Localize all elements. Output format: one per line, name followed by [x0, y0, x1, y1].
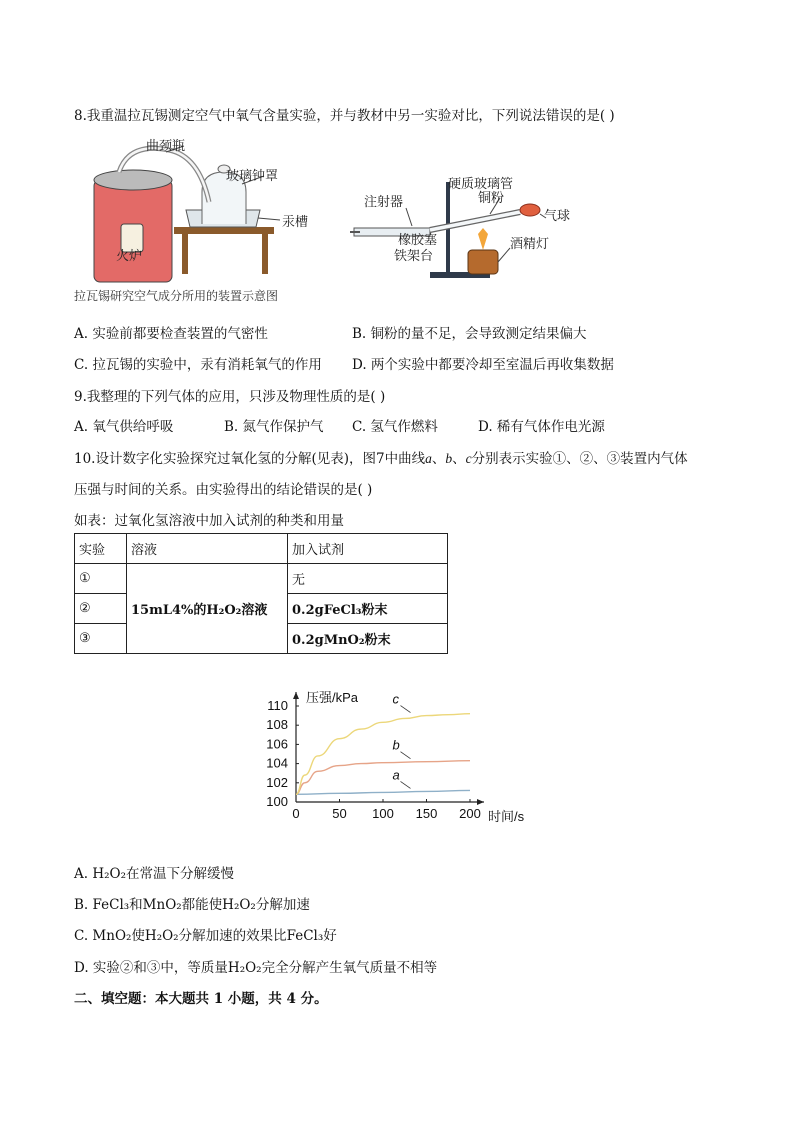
label-syringe: 注射器	[364, 194, 404, 209]
series-label-a: a	[392, 767, 400, 783]
table-row	[75, 564, 448, 594]
copper-apparatus-figure	[350, 172, 580, 282]
x-tick-label: 50	[332, 806, 347, 821]
label-glass-tube: 硬质玻璃管	[448, 176, 514, 191]
experiment-id: ②	[75, 594, 127, 624]
series-label-b: b	[392, 737, 400, 753]
header-experiment: 实验	[75, 534, 127, 564]
y-tick-label: 110	[267, 698, 288, 713]
section-heading-fill-in: 二、填空题：本大题共 1 小题，共 4 分。	[74, 991, 328, 1007]
q10-option-b: B. FeCl₃和MnO₂都能使H₂O₂分解加速	[74, 897, 310, 913]
label-iron-stand: 铁架台	[394, 248, 434, 263]
y-axis-arrow-icon	[293, 692, 299, 699]
q9-stem: 9.我整理的下列气体的应用，只涉及物理性质的是( )	[74, 389, 386, 405]
lavoisier-apparatus-figure	[74, 132, 334, 306]
q8-option-d: D. 两个实验中都要冷却至室温后再收集数据	[352, 357, 614, 373]
x-axis-arrow-icon	[477, 799, 484, 805]
solution-cell: 15mL4%的H₂O₂溶液	[127, 564, 288, 654]
chart-ylabel: 压强/kPa	[306, 690, 359, 705]
pressure-time-chart	[260, 688, 540, 830]
q10-option-c: C. MnO₂使H₂O₂分解加速的效果比FeCl₃好	[74, 928, 337, 944]
series-line-a	[296, 790, 470, 794]
experiment-id: ③	[75, 624, 127, 654]
y-tick-label: 108	[266, 717, 288, 733]
chart-xlabel: 时间/s	[488, 809, 525, 824]
reagent-cell: 无	[288, 564, 448, 594]
q9-option-d: D. 稀有气体作电光源	[478, 419, 605, 435]
q8-option-a: A. 实验前都要检查装置的气密性	[74, 326, 268, 342]
x-tick-label: 150	[415, 806, 438, 821]
series-label-c: c	[392, 691, 399, 707]
label-furnace: 火炉	[116, 248, 143, 263]
y-tick-label: 106	[266, 736, 288, 752]
q10-option-a: A. H₂O₂在常温下分解缓慢	[74, 866, 234, 882]
header-solution: 溶液	[127, 534, 288, 564]
header-reagent: 加入试剂	[288, 534, 448, 564]
q10-option-d: D. 实验②和③中，等质量H₂O₂完全分解产生氧气质量不相等	[74, 960, 438, 976]
label-bell-jar: 玻璃钟罩	[226, 168, 279, 183]
label-stopper: 橡胶塞	[398, 232, 438, 247]
x-tick-label: 0	[292, 806, 300, 821]
q8-option-c: C. 拉瓦锡的实验中，汞有消耗氧气的作用	[74, 357, 322, 373]
label-alcohol-lamp: 酒精灯	[510, 236, 550, 251]
q10-stem-line1: 10.设计数字化实验探究过氧化氢的分解(见表)，图7中曲线a、b、c分别表示实验①、②、③装置内气体	[74, 451, 688, 467]
q9-option-c: C. 氢气作燃料	[352, 419, 438, 435]
q8-option-b: B. 铜粉的量不足，会导致测定结果偏大	[352, 326, 587, 342]
reagent-cell: 0.2gFeCl₃粉末	[288, 594, 448, 624]
q9-option-a: A. 氧气供给呼吸	[74, 419, 174, 435]
table-caption: 如表：过氧化氢溶液中加入试剂的种类和用量	[74, 513, 344, 529]
series-leader-c	[401, 706, 411, 713]
experiment-id: ①	[75, 564, 127, 594]
series-line-b	[296, 761, 470, 795]
figure-caption: 拉瓦锡研究空气成分所用的装置示意图	[74, 289, 279, 303]
label-copper-powder: 铜粉	[478, 190, 505, 205]
q10-stem-line2: 压强与时间的关系。由实验得出的结论错误的是( )	[74, 482, 373, 498]
series-line-c	[296, 714, 470, 795]
y-tick-label: 100	[266, 794, 288, 809]
y-tick-label: 104	[266, 755, 288, 771]
q9-option-b: B. 氮气作保护气	[224, 419, 324, 435]
y-tick-label: 102	[266, 774, 288, 790]
x-tick-label: 100	[372, 806, 394, 821]
table-header-row	[75, 534, 448, 564]
x-tick-label: 200	[459, 806, 481, 821]
label-flask: 曲颈瓶	[146, 138, 186, 153]
reagent-cell: 0.2gMnO₂粉末	[288, 624, 448, 654]
series-leader-b	[401, 752, 411, 759]
q8-stem: 8.我重温拉瓦锡测定空气中氧气含量实验，并与教材中另一实验对比，下列说法错误的是( )	[74, 108, 615, 124]
label-trough: 汞槽	[282, 214, 309, 229]
series-leader-a	[401, 781, 411, 788]
experiment-table	[74, 533, 448, 654]
label-balloon: 气球	[544, 208, 571, 223]
